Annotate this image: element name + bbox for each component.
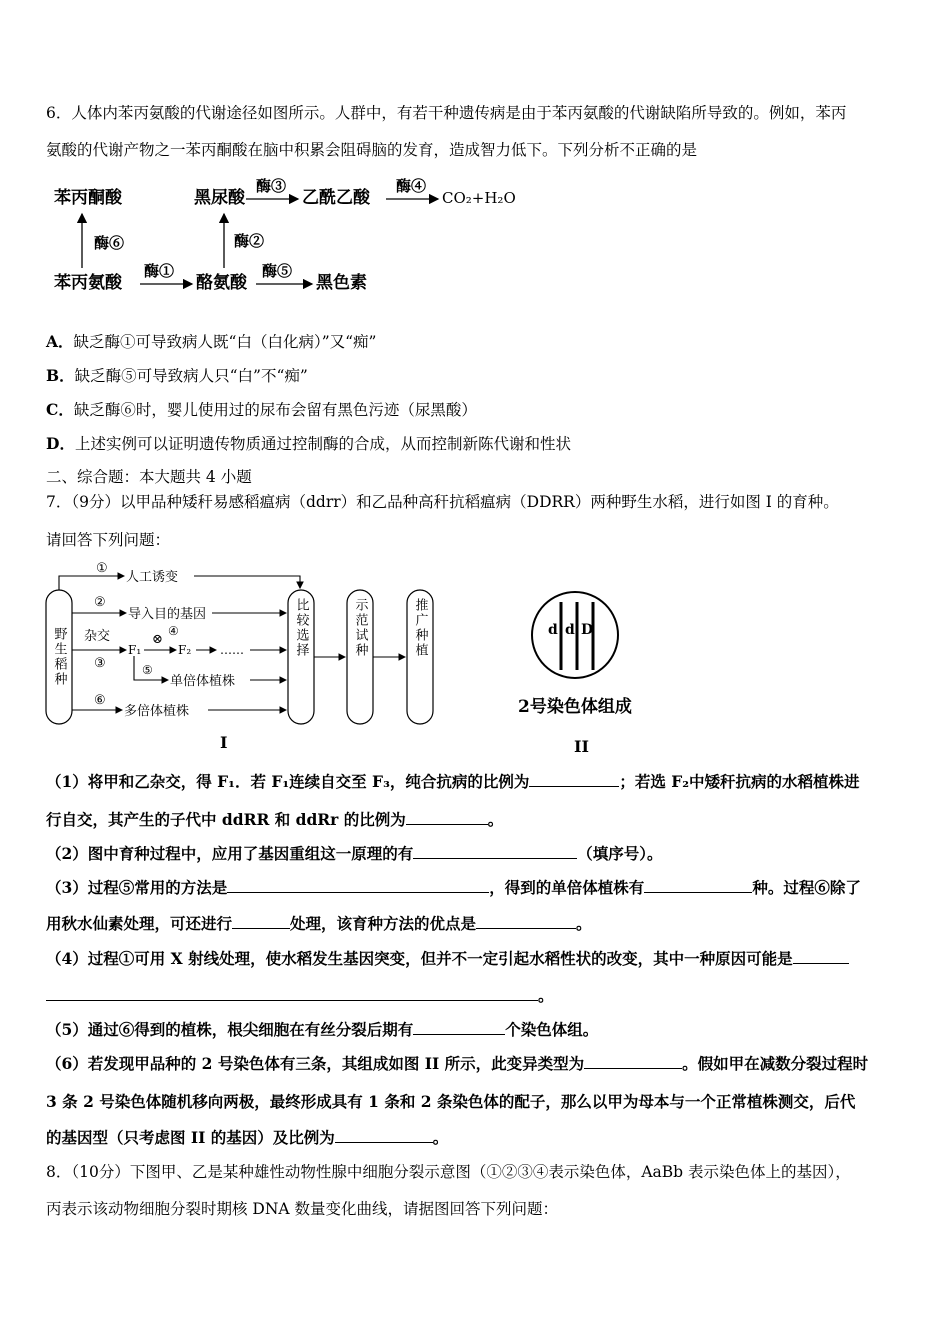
- node-acetoacetic: 乙酰乙酸: [302, 188, 370, 208]
- svg-text:③: ③: [94, 656, 106, 671]
- svg-text:①: ①: [96, 561, 108, 576]
- node-tyrosine: 酪氨酸: [196, 273, 247, 293]
- figure-i-label: I: [220, 733, 228, 752]
- svg-text:D: D: [581, 622, 594, 638]
- svg-text:推广种植: 推广种植: [412, 598, 428, 658]
- svg-text:导入目的基因: 导入目的基因: [128, 607, 207, 622]
- q6-option-d: D．上述实例可以证明遗传物质通过控制酶的合成，从而控制新陈代谢和性状: [46, 434, 571, 453]
- svg-text:②: ②: [94, 595, 106, 610]
- label-enz1: 酶①: [144, 262, 175, 280]
- q7-sub1-line1: （1）将甲和乙杂交，得 F₁．若 F₁连续自交至 F₃，纯合抗病的比例为 ；若选 F₂中矮秆抗病的水稻植株进: [46, 772, 860, 791]
- q7-intro-line2: 请回答下列问题：: [46, 531, 171, 549]
- q7-sub6-line1: （6）若发现甲品种的 2 号染色体有三条，其组成如图 II 所示，此变异类型为 。假如甲在减数分裂过程时: [46, 1054, 869, 1073]
- svg-text:⊗: ⊗: [152, 632, 163, 647]
- svg-text:比较选择: 比较选择: [293, 598, 309, 658]
- q6-stem-line1: 6．人体内苯丙氨酸的代谢途径如图所示。人群中，有若干种遗传病是由于苯丙氨酸的代谢缺陷所导致的。例如，苯丙: [46, 104, 847, 122]
- label-enz3: 酶③: [256, 177, 287, 195]
- figure-ii-label: II: [574, 737, 589, 756]
- figure-ii-caption: 2号染色体组成: [518, 697, 632, 717]
- q6-option-c: C．缺乏酶⑥时，婴儿使用过的尿布会留有黑色污迹（尿黑酸）: [46, 400, 477, 419]
- q7-intro-line1: 7．（9分）以甲品种矮秆易感稻瘟病（ddrr）和乙品种高秆抗稻瘟病（DDRR）两种野生水稻，进行如图 I 的育种。: [46, 493, 839, 511]
- node-phenylalanine: 苯丙氨酸: [54, 273, 122, 293]
- svg-text:F₁: F₁: [128, 643, 142, 657]
- q6-stem-line2: 氨酸的代谢产物之一苯丙酮酸在脑中积累会阻碍脑的发育，造成智力低下。下列分析不正确的是: [46, 141, 698, 159]
- svg-text:⑥: ⑥: [94, 693, 106, 708]
- svg-text:……: ……: [220, 643, 244, 657]
- q7-sub4-line2: 。: [46, 986, 906, 1006]
- section-heading: 二、综合题：本大题共 4 小题: [46, 468, 252, 486]
- metabolism-diagram: [46, 170, 526, 300]
- figure-i-breeding: [44, 558, 444, 758]
- svg-text:⑤: ⑤: [142, 663, 153, 677]
- svg-text:单倍体植株: 单倍体植株: [170, 674, 236, 689]
- label-enz5: 酶⑤: [262, 262, 293, 280]
- label-enz4: 酶④: [396, 177, 427, 195]
- svg-text:示范试种: 示范试种: [352, 598, 368, 658]
- node-melanin: 黑色素: [316, 273, 367, 293]
- q7-sub4-line1: （4）过程①可用 X 射线处理，使水稻发生基因突变，但并不一定引起水稻性状的改变，其中一种原因可能是: [46, 949, 906, 969]
- svg-text:杂交: 杂交: [84, 629, 111, 644]
- svg-text:④: ④: [168, 624, 179, 638]
- q7-sub2: （2）图中育种过程中，应用了基因重组这一原理的有 （填序号）。: [46, 844, 663, 863]
- q8-stem-line1: 8．（10分）下图甲、乙是某种雄性动物性腺中细胞分裂示意图（①②③④表示染色体，AaBb 表示染色体上的基因），: [46, 1163, 851, 1181]
- label-enz6: 酶⑥: [94, 234, 125, 252]
- wild-rice-label: 野生稻种: [51, 627, 67, 687]
- svg-text:d: d: [565, 622, 575, 638]
- svg-text:F₂: F₂: [178, 643, 192, 657]
- q6-option-a: A．缺乏酶①可导致病人既“白（白化病）”又“痴”: [46, 332, 377, 351]
- q7-sub1-line2: 行自交，其产生的子代中 ddRR 和 ddRr 的比例为 。: [46, 810, 504, 829]
- svg-text:d: d: [548, 622, 558, 638]
- q6-option-b: B．缺乏酶⑤可导致病人只“白”不“痴”: [46, 366, 308, 385]
- node-homogentisic: 黑尿酸: [194, 188, 245, 208]
- q7-sub5: （5）通过⑥得到的植株，根尖细胞在有丝分裂后期有 个染色体组。: [46, 1020, 599, 1039]
- q8-stem-line2: 丙表示该动物细胞分裂时期核 DNA 数量变化曲线，请据图回答下列问题：: [46, 1200, 559, 1218]
- q7-sub6-line3: 的基因型（只考虑图 II 的基因）及比例为 。: [46, 1128, 449, 1147]
- svg-text:多倍体植株: 多倍体植株: [124, 704, 190, 719]
- node-co2-h2o: CO₂+H₂O: [442, 189, 516, 207]
- q7-sub3-line2: 用秋水仙素处理，可还进行 处理，该育种方法的优点是 。: [46, 914, 592, 933]
- node-phenylpyruvate: 苯丙酮酸: [54, 188, 122, 208]
- q7-sub6-line2: 3 条 2 号染色体随机移向两极，最终形成具有 1 条和 2 条染色体的配子，那么以甲为母本与一个正常植株测交，后代: [46, 1092, 856, 1111]
- figure-ii-chromosome: [500, 590, 670, 760]
- label-enz2: 酶②: [234, 232, 265, 250]
- svg-text:人工诱变: 人工诱变: [126, 570, 179, 585]
- q7-sub3-line1: （3）过程⑤常用的方法是 ，得到的单倍体植株有 种。过程⑥除了: [46, 878, 861, 897]
